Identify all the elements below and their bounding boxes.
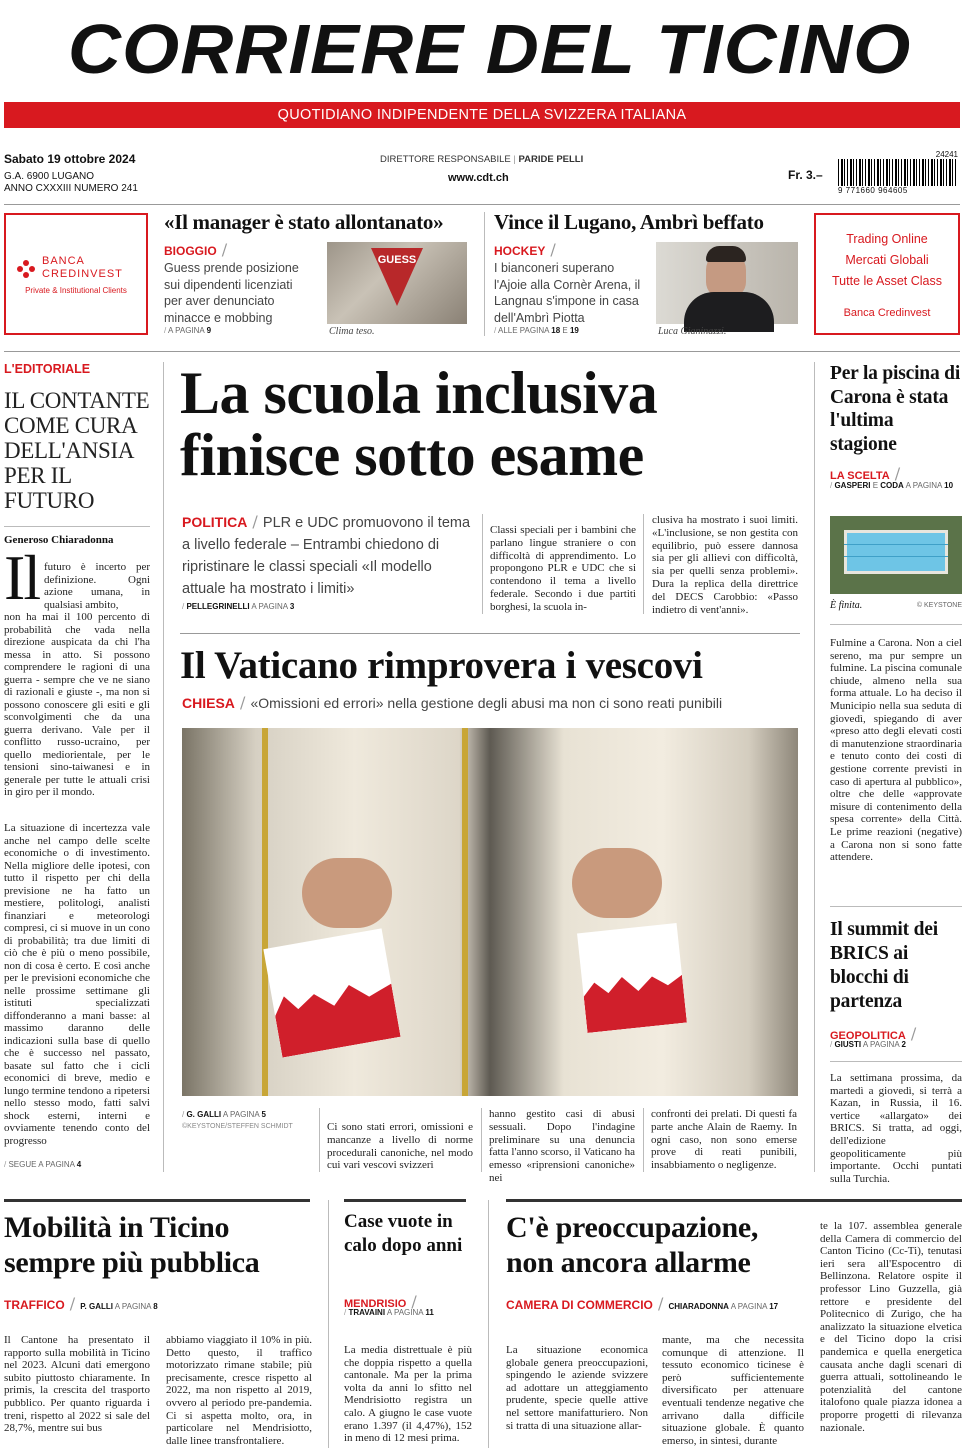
booklet-right <box>577 923 687 1033</box>
masthead-tagline-bar: QUOTIDIANO INDIPENDENTE DELLA SVIZZERA ITALIANA <box>4 102 960 128</box>
teaser-guess[interactable]: «Il manager è stato allontanato» BIOGGIO / Guess prende posizione sui dipendenti licenziati per aver denunciato minacce e mobbing / A PAGINA 9 GUESS Clima teso. <box>164 210 476 340</box>
piscina-photo <box>830 516 962 594</box>
masthead-title: CORRIERE DEL TICINO <box>68 10 912 88</box>
teaser-hockey[interactable]: Vince il Lugano, Ambrì beffato HOCKEY / I bianconeri superano l'Ajoie alla Cornèr Arena, il Langnau s'impone in casa dell'Ambrì Piotta / ALLE PAGINA 18 E 19 Luca Gianinazzi. <box>494 210 800 340</box>
credinvest-logo-icon <box>16 259 36 279</box>
issue-date: Sabato 19 ottobre 2024 <box>4 152 136 166</box>
barcode: 24241 9 771660 964605 <box>838 150 958 195</box>
lead-headline-line2: finisce sotto esame <box>180 422 644 488</box>
editorial-author: Generoso Chiaradonna <box>4 534 114 546</box>
mobility-story[interactable]: Mobilità in Ticino sempre più pubblica TRAFFICO / P. GALLI A PAGINA 8 Il Cantone ha presentato il rapporto sulla mobilità in Ticino nel 2023. Alcuni dati emergono subito piuttosto chiaramente. In primis, la crescita del trasporto pubblico. Per quanto riguarda i treni, rispetto al 2022 si sale del 28,7%, mentre sui bus abbiamo viaggiato il 10% in più. Detto questo, il traffico motorizzato rimane stabile; più precisamente, cresce rispetto al 2022, ma non rispetto al 2019, ovvero al periodo pre-pandemia. Ci si aspetta molto, ora, in particolare nel Mendrisiotto, dalle linee transfrontaliere. <box>4 1210 316 1450</box>
issue-ga: G.A. 6900 LUGANO <box>4 171 95 182</box>
price: Fr. 3.– <box>788 168 823 182</box>
camera-commercio-story[interactable]: C'è preoccupazione, non ancora allarme CAMERA DI COMMERCIO / CHIARADONNA A PAGINA 17 La situazione economica globale genera preoccupazioni, spingendo le aziende svizzere ad adottare un atteggiamento prudente, specie quelle attive nel settore manifatturiero. Non si tratta di una situazione allar- mante, ma che necessita comunque di attenzione. Il tessuto economico ticinese è però sufficientemente diversificato per attenuare eventuali tendenze negative che arrivano dalla difficile situazione globale. È quanto emerso, in sintesi, durante te la 107. assemblea generale della Camera di commercio del Canton Ticino (Cc-Ti), tenutasi ieri sera all'Espocentro di Bellinzona. Relatore ospite il professor Lino Guzzella, già rettore e presidente del Politecnico di Zurigo, che ha analizzato la situazione elvetica e del Ticino dopo la crisi pandemica e quella energetica causata anche dagli scenari di guerra attuali, sottolineando le potenzialità del cantone italofono quale piazza idonea a proporre progetti di rilevanza nazionale. <box>506 1211 962 1447</box>
teaser-title: Vince il Lugano, Ambrì beffato <box>494 210 764 234</box>
teaser-image-hockey-coach <box>656 242 798 324</box>
ad-banca-credinvest-left[interactable]: BANCA CREDINVEST Private & Institutional Clients <box>4 213 148 335</box>
booklet-left <box>263 928 400 1057</box>
ad-banca-credinvest-right[interactable]: Trading Online Mercati Globali Tutte le Asset Class Banca Credinvest <box>814 213 960 335</box>
vatican-story[interactable]: Il Vaticano rimprovera i vescovi CHIESA / «Omissioni ed errori» nella gestione degli abusi ma non ci sono reati punibili / G. GALLI A PAGINA 5 ©KEYSTONE/STEFFEN SCHMIDT Ci sono stati errori, omissioni e mancanze a livello di norme procedurali canoniche, nel modo cui vari vescovi svizzeri hanno gestito casi di abusi sessuali. Dopo l'indagine preliminare su una denuncia fatta l'anno scorso, il Vaticano ha emesso «riprensioni canoniche» nei confronti dei prelati. Di questi fa parte anche Alain de Raemy. In ogni caso, non sono emerse prove di reati punibili, insabbiamento o negligenze. <box>180 642 800 1177</box>
editorial-title: IL CONTANTE COME CURA DELL'ANSIA PER IL FUTURO <box>4 388 150 513</box>
brics-story[interactable]: Il summit dei BRICS ai blocchi di partenza GEOPOLITICA / / GIUSTI A PAGINA 2 La settimana prossima, da martedì a giovedì, si terrà a Kazan, in Russia, il 16. vertice «allargato» dei BRICS. Si tratta, ad oggi, dell'edizione geopoliticamente più importante. Occhi puntati sulla Turchia. <box>830 919 962 1185</box>
piscina-story[interactable]: Per la piscina di Carona è stata l'ultima stagione LA SCELTA / / GASPERI E CODA A PAGINA 10 È finita. © KEYSTONE Fulmine a Carona. Non a ciel sereno, ma pur sempre un fulmine. La piscina comunale chiude, almeno nella sua forma attuale. Lo ha deciso il Municipio nella sua seduta di giovedì, spiegando di aver «preso atto degli elevati costi di manutenzione straordinaria e tenuto conto dei costi di gestione corrente previsti in caso di apertura al pubblico», oltre che delle «approvate misure di contenimento della spesa corrente» della Città. Le prime reazioni (negative) a Carona non si sono fatte attendere. <box>830 363 962 864</box>
lead-headline-line1: La scuola inclusiva <box>180 360 658 426</box>
case-title: Case vuote in calo dopo anni <box>344 1211 463 1256</box>
teaser-image-guess: GUESS <box>327 242 467 324</box>
director: DIRETTORE RESPONSABILE | PARIDE PELLI <box>380 154 584 165</box>
editorial-dropcap: Il <box>4 542 40 613</box>
camera-title: C'è preoccupazione, non ancora allarme <box>506 1211 759 1279</box>
editorial[interactable]: L'EDITORIALE IL CONTANTE COME CURA DELL'ANSIA PER IL FUTURO Generoso Chiaradonna Il futuro è incerto per definizione. Ogni azione umana, in qualsiasi ambito, non ha mai il 100 percento di probabilità che vada nella direzione auspicata da chi l'ha messa in atto. Si possono comprendere le ragioni di una guerra - sempre che ve ne siano di razionali e giuste -, ma non si possono conoscere gli esiti e gli sconvolgimenti che da una guerra derivano. Vale per il conflitto russo-ucraino, per quello mediorientale, per le tensioni sino-taiwanesi e in generale per tutte le attuali crisi in giro per il mondo. La situazione di incertezza vale anche nel campo delle scelte economiche o di investimento. Nella migliore delle ipotesi, con tutto il rispetto per chi della previsione ne ha fatto un mestiere, politologi, analisti finanziari e meteorologi compresi, ci si muove in un cono di probabilità; tra due limiti di ciò che è più o meno possibile, non di cosa è certo. E così anche per le previsioni economiche che nelle prossime settimane gli istituti specializzati diffonderanno a mani basse: al massimo daranno delle indicazioni sulla base di quello che è successo nel passato, basate sul fatto che i cicli economici di breve, medio e lungo termine tendono a ripetersi nello stesso modo, fatti salvi shock esterni, interni e ovviamente tenendo conto del progresso / SEGUE A PAGINA 4 <box>4 362 151 1169</box>
vatican-headline: Il Vaticano rimprovera i vescovi <box>180 644 703 687</box>
teaser-title: «Il manager è stato allontanato» <box>164 210 444 234</box>
mobility-title: Mobilità in Ticino sempre più pubblica <box>4 1211 260 1279</box>
piscina-title: Per la piscina di Carona è stata l'ultima stagione <box>830 363 961 455</box>
barcode-bars <box>838 159 958 186</box>
case-vuote-story[interactable]: Case vuote in calo dopo anni MENDRISIO / / TRAVAINI A PAGINA 11 La media distrettuale è più che doppia rispetto a quella cantonale. Ma per la prima volta da anni lo sfitto nel Mendrisiotto registra un calo. A giugno le case vuote erano 1.397 (il 4,47%), 152 in meno di 12 mesi prima. <box>344 1211 472 1445</box>
brics-title: Il summit dei BRICS ai blocchi di partenza <box>830 919 938 1012</box>
lead-story[interactable]: La scuola inclusiva finisce sotto esame POLITICA / PLR e UDC promuovono il tema a livello federale – Entrambi chiedono di ripristinare le classi speciali «Il modello attuale ha mostrato i limiti» / PELLEGRINELLI A PAGINA 3 Classi speciali per i bambini che parlano lingue straniere o con difficoltà di apprendimento. Lo propongono PLR e UDC che si contendono il tema a livello federale. Secondo i due partiti borghesi, la scuola in- clusiva ha mostrato i suoi limiti. «L'inclusione, se non gestita con equilibrio, può essere dannosa sia per gli allievi con difficoltà, sia per quelli senza problemi». Dura la replica della direttrice del DECS Carobbio: «Passo indietro di vent'anni». <box>180 360 798 616</box>
vatican-photo-bishops <box>182 728 798 1096</box>
website-link[interactable]: www.cdt.ch <box>448 172 509 184</box>
issue-year: ANNO CXXXIII NUMERO 241 <box>4 183 138 194</box>
